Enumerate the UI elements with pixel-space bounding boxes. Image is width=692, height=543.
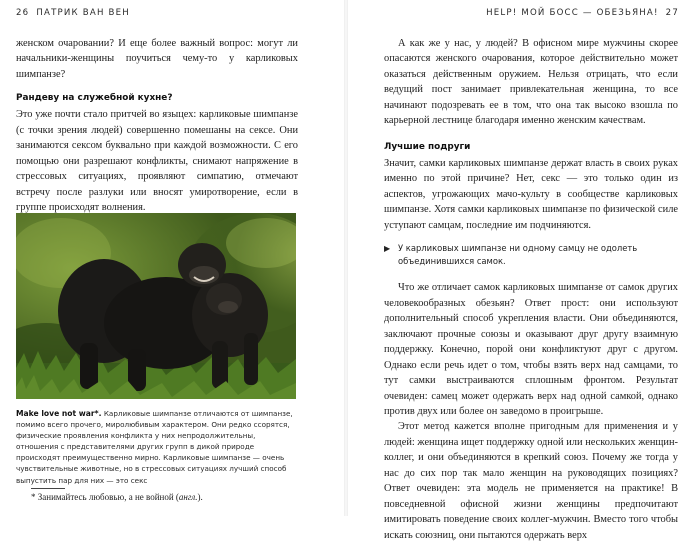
left-page-number: 26 (16, 8, 30, 18)
left-page (0, 0, 346, 516)
footnote-text: Занимайтесь любовью, а не войной (37, 492, 174, 502)
left-text-column (16, 36, 298, 216)
right-section-paragraph: Значит, самки карликовых шимпанзе держат власть в своих руках именно по этой причине? Нет, секс — это только один из аспектов, угрожающих мачо-культу в сообществе карликовых шимпанзе. Хотя самки карликовых шимпанзе по физической силе уступают самцам, последние им подчиняются. (384, 157, 678, 231)
caption-title: Make love not war*. (16, 409, 102, 418)
right-page-number: 27 (665, 8, 679, 18)
right-text-column (384, 36, 678, 543)
right-paragraph-3: Этот метод кажется вполне пригодным для применения и у людей: женщина ищет поддержку одной или нескольких женщин-коллег, и они объединяются в крепкий союз. Почему же тогда у нас до сих пор так мало женщин на руководящих позициях? Ответ очевиден: эта модель не применяется на практике! В повседневной офисной жизни женщины предпочитают имитировать поведение своих коллег-мужчин. Вместо того чтобы искать союзниц, они пытаются одержать верх (384, 421, 678, 541)
left-running-head (16, 8, 130, 18)
right-opening-paragraph: А как же у нас, у людей? В офисном мире мужчины скорее опасаются женского очарования, которое действительно может оказаться действенным оружием. Нельзя отрицать, что если ведущий пост занимает привлекательная женщина, то все начинают подозревать ее в том, что она так высоко взошла по карьерной лестнице благодаря именно женским качествам. (384, 38, 678, 127)
left-opening-paragraph: женском очаровании? И еще более важный вопрос: могут ли начальники-женщины поучиться чему-то у карликовых шимпанзе? (16, 38, 298, 80)
left-section-heading: Рандеву на служебной кухне? (16, 93, 173, 104)
bonobo-photo (16, 213, 296, 399)
left-running-title: ПАТРИК ВАН ВЕН (36, 8, 130, 18)
pull-quote-text: У карликовых шимпанзе ни одному самцу не одолеть объединившихся самок. (398, 242, 638, 267)
footnote: * Занимайтесь любовью, а не войной (англ.). (31, 492, 203, 502)
footnote-lang: англ. (178, 492, 198, 502)
triangle-bullet-icon: ▶ (384, 243, 391, 253)
caption-text: Карликовые шимпанзе отличаются от шимпанзе, помимо всего прочего, миролюбивым характером. Они редко ссорятся, физические проявления конфликта у них непродолжительны, отношения с представителями других групп в дикой природе происходят преимущественно мирно. Карликовые шимпанзе — очень чувствительные животные, но в стрессовых ситуациях лучший способ выпустить пар для них — это секс (16, 409, 293, 485)
right-running-title: HELP! МОЙ БОСС — ОБЕЗЬЯНА! (486, 8, 659, 18)
photo-caption (16, 408, 298, 486)
footnote-marker: * (31, 492, 36, 502)
right-running-head (486, 8, 679, 18)
footnote-rule (31, 488, 65, 489)
left-section-paragraph: Это уже почти стало притчей во языцех: карликовые шимпанзе (с точки зрения людей) совершенно помешаны на сексе. Они занимаются сексом буквально при каждой возможности. С его помощью они разрешают конфликты, снимают напряжение в стрессовых ситуациях, проявляют симпатию, отмечают встречу после разлуки или вносят умиротворение, если в группе происходят волнения. (16, 109, 298, 214)
bonobo-photo-art (16, 213, 296, 399)
right-paragraph-2: Что же отличает самок карликовых шимпанзе от самок других человекообразных обезьян? Ответ прост: они используют дополнительный способ укрепления власти. Они объединяются, заключают прочные союзы и оказывают друг другу взаимную поддержку. Конечно, порой они конфликтуют друг с другом. Однако если речь идет о том, чтобы взять верх над самцами, то тут самки выстраиваются сплошным фронтом. Результат очевиден: самец может одержать верх над одной самкой, однако против двух или более он заведомо в проигрыше. (384, 282, 678, 418)
pull-quote (384, 242, 678, 268)
right-page (346, 0, 692, 541)
right-section-heading: Лучшие подруги (384, 141, 471, 152)
